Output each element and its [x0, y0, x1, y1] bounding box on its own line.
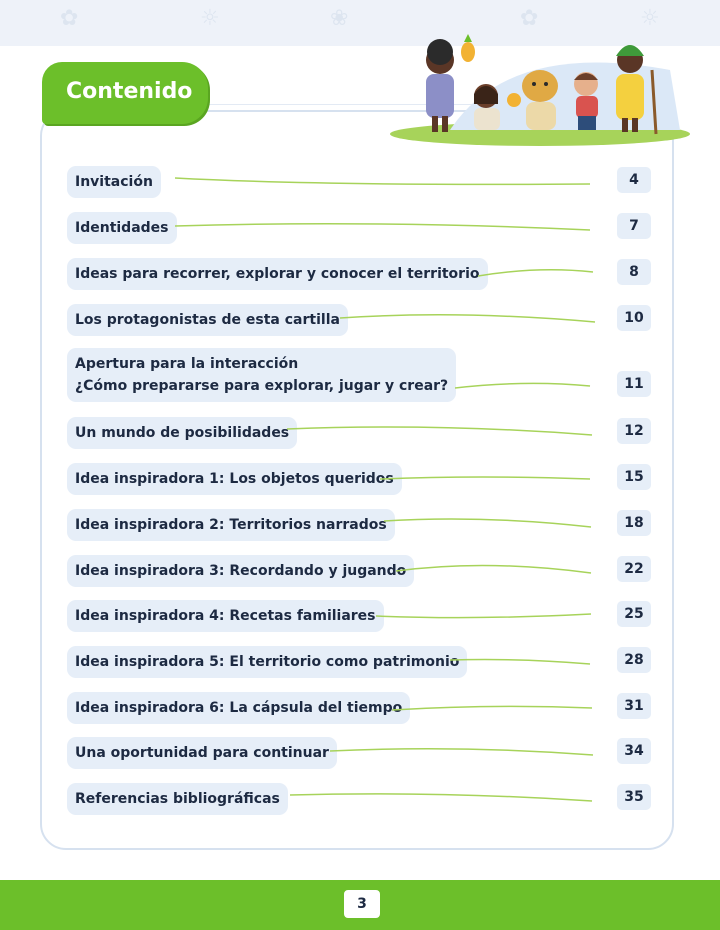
leader-line	[450, 652, 595, 672]
page-title: Contenido	[66, 79, 193, 104]
leader-line	[478, 264, 598, 284]
toc-entry-title: Invitación	[67, 166, 161, 198]
leader-line	[175, 172, 595, 192]
toc-entry-title: Idea inspiradora 4: Recetas familiares	[67, 600, 384, 632]
leader-line	[330, 741, 598, 761]
doodle-icon: ✿	[60, 6, 79, 31]
toc-entry-title: Idea inspiradora 3: Recordando y jugando	[67, 555, 414, 587]
leader-line	[380, 469, 595, 489]
leader-line	[392, 698, 597, 718]
title-tab	[42, 62, 208, 124]
toc-entry-page: 31	[617, 693, 651, 719]
toc-entry-title: Un mundo de posibilidades	[67, 417, 297, 449]
toc-entry-title-line2: ¿Cómo prepararse para explorar, jugar y crear?	[75, 378, 449, 394]
toc-entry-page: 25	[617, 601, 651, 627]
leader-line	[376, 606, 596, 626]
toc-entry-title: Identidades	[67, 212, 177, 244]
toc-entry-title-line1: Apertura para la interacción	[75, 356, 299, 372]
toc-entry-title: Una oportunidad para continuar	[67, 737, 337, 769]
toc-entry-page: 28	[617, 647, 651, 673]
toc-entry-page: 10	[617, 305, 651, 331]
toc-entry-page: 18	[617, 510, 651, 536]
toc-entry-title: Idea inspiradora 5: El territorio como patrimonio	[67, 646, 467, 678]
toc-entry-title: Idea inspiradora 2: Territorios narrados	[67, 509, 395, 541]
toc-entry-title: Idea inspiradora 1: Los objetos queridos	[67, 463, 402, 495]
toc-entry-title: Idea inspiradora 6: La cápsula del tiempo	[67, 692, 410, 724]
toc-entry-page: 22	[617, 556, 651, 582]
toc-entry-page: 7	[617, 213, 651, 239]
leader-line	[396, 559, 596, 579]
toc-entry-title	[67, 348, 456, 402]
leader-line	[384, 513, 596, 533]
toc-entry-page: 8	[617, 259, 651, 285]
toc-entry-page: 34	[617, 738, 651, 764]
toc-entry-page: 11	[617, 371, 651, 397]
toc-entry-page: 12	[617, 418, 651, 444]
doodle-icon: ☼	[200, 6, 220, 31]
leader-line	[287, 421, 597, 441]
doodle-icon: ☼	[640, 6, 660, 31]
leader-line	[290, 787, 597, 807]
page-number-badge: 3	[342, 888, 382, 920]
leader-line	[175, 218, 595, 238]
characters-illustration	[390, 30, 690, 150]
toc-entry-page: 4	[617, 167, 651, 193]
toc-entry-title: Referencias bibliográficas	[67, 783, 288, 815]
toc-entry-title: Ideas para recorrer, explorar y conocer el territorio	[67, 258, 488, 290]
toc-entry-page: 15	[617, 464, 651, 490]
doodle-icon: ❀	[330, 6, 349, 31]
toc-entry-page: 35	[617, 784, 651, 810]
leader-line	[455, 376, 595, 396]
toc-entry-title: Los protagonistas de esta cartilla	[67, 304, 348, 336]
leader-line	[340, 308, 600, 328]
doodle-icon: ✿	[520, 6, 539, 31]
